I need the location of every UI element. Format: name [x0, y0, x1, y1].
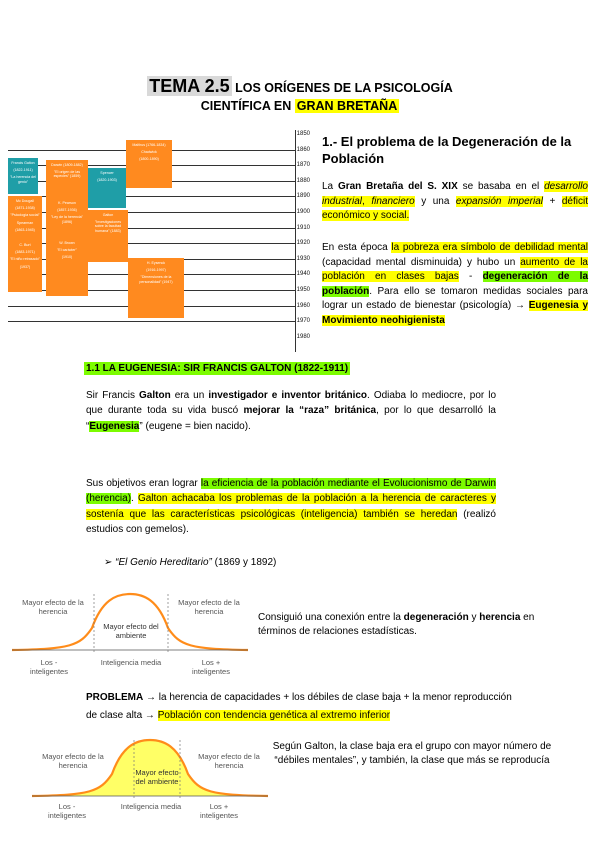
text-run: PROBLEMA: [86, 692, 144, 703]
arrow-bullet-icon: ➢: [104, 557, 116, 568]
text-run: degeneración de la población: [322, 271, 589, 297]
timeline-box-text: "Ley de la herencia" (1896): [51, 215, 83, 224]
paragraph-galton: [86, 388, 496, 434]
text-run: (1869 y 1892): [211, 557, 277, 568]
timeline-box-text: (1800-1890): [139, 157, 159, 162]
timeline-box: [46, 160, 88, 198]
timeline-box-text: "Psicología social": [10, 213, 40, 218]
paragraph-pobreza: [322, 241, 588, 329]
text-run: En esta época: [322, 242, 392, 253]
text-run: herencia: [479, 612, 521, 623]
label-high: Los + inteligentes: [192, 658, 230, 676]
bell-curve-figure-2: [30, 734, 270, 826]
text-run: la pobreza era símbolo de debilidad mental: [391, 242, 589, 253]
label-center: Mayor efecto del ambiente: [135, 768, 179, 786]
text-run: ” (eugene = bien nacido).: [139, 420, 251, 432]
text-run: Consiguió una conexión entre la: [258, 612, 404, 623]
timeline-box-text: "El origen de las especies" (1859): [53, 170, 81, 179]
text-run: aumento de la población en clases bajas: [322, 256, 588, 283]
text-run: se basaba en el: [457, 181, 545, 192]
timeline-box-text: Spearman: [16, 220, 34, 225]
timeline-figure: [8, 130, 310, 360]
label-mid: Inteligencia media: [120, 802, 182, 811]
text-run: → la herencia de capacidades + los débiles de clase baja + la menor reproducción de clase alta →: [86, 692, 512, 721]
label-high: Los + inteligentes: [200, 802, 238, 820]
timeline-box-text: "El niño retrasado": [10, 257, 40, 262]
bell-curve-figure-1: [10, 588, 250, 680]
timeline-box-text: Chadwick: [141, 150, 157, 155]
label-low: Los - inteligentes: [48, 802, 86, 820]
page-title: [0, 76, 600, 97]
text-run: “El Genio Hereditario”: [115, 557, 212, 568]
timeline-box-text: (1916-1997): [146, 268, 166, 273]
timeline-box: [128, 258, 184, 318]
text-run: Galton achacaba los problemas de la población a la herencia de caracteres y sostenía que las características psicológicas (inteligencia) también se heredan: [86, 493, 496, 520]
text-run: Sir Francis: [86, 390, 140, 401]
title-line1-rest: LOS ORÍGENES DE LA PSICOLOGÍA: [235, 81, 453, 95]
timeline-year-label: 1900: [296, 209, 310, 215]
timeline-box: [126, 140, 172, 188]
text-run: mejorar la “raza” británica: [243, 405, 377, 417]
text-run: y: [468, 612, 480, 623]
text-run: investigador e inventor británico: [208, 390, 368, 401]
text-run: (realizó estudios con gemelos).: [86, 508, 496, 535]
timeline-year-label: 1980: [296, 333, 310, 340]
timeline-year-label: 1930: [296, 255, 310, 262]
label-center: Mayor efecto del ambiente: [103, 622, 159, 640]
label-mid: Inteligencia media: [100, 658, 162, 667]
timeline-box: [46, 238, 88, 296]
timeline-box: [88, 210, 128, 262]
tema-label: TEMA 2.5: [149, 76, 230, 96]
timeline-box-text: (1857-1936): [57, 208, 77, 213]
timeline-year-label: 1940: [296, 271, 310, 278]
page-title-line2: [0, 99, 600, 113]
timeline-box: [8, 240, 42, 292]
timeline-box-text: K. Pearson: [58, 201, 76, 205]
timeline-box-text: (1937): [19, 264, 31, 269]
timeline-box-text: Malthus (1766-1834): [132, 143, 166, 147]
label-left-top: Mayor efecto de la herencia: [22, 598, 84, 616]
text-run: financiero: [371, 195, 415, 207]
paragraph-problema: [86, 689, 516, 725]
text-run: en términos de relaciones estadísticas.: [258, 612, 535, 637]
caption-conexion: [258, 611, 558, 639]
text-run: Gran Bretaña del S. XIX: [337, 181, 458, 192]
timeline-box: [8, 158, 38, 194]
timeline-gridline: [8, 321, 296, 322]
timeline-year-label: 1960: [296, 302, 310, 309]
timeline-box-text: (1820-1903): [97, 178, 117, 183]
bullet-genio-hereditario: [104, 557, 276, 568]
text-run: -: [458, 271, 483, 283]
text-run: Sus objetivos eran lograr: [86, 478, 201, 489]
title-line2-highlight: GRAN BRETAÑA: [296, 99, 398, 113]
timeline-box-text: (1863-1945): [15, 227, 35, 232]
text-run: , por lo que desarrolló la “: [86, 405, 496, 432]
timeline-year-label: 1950: [296, 287, 310, 293]
timeline-year-label: 1970: [296, 318, 310, 325]
text-run: desarrollo industrial: [322, 181, 588, 207]
text-run: +: [543, 195, 562, 207]
timeline-year-label: 1890: [296, 193, 310, 200]
text-run: la eficiencia de la población mediante el Evolucionismo de Darwin (herencia): [86, 478, 496, 505]
timeline-box-text: (1910): [61, 255, 73, 260]
timeline-box-text: W. Brown: [59, 241, 75, 245]
timeline-box-text: "El carácter": [57, 248, 77, 253]
text-run: . Para ello se tomaron medidas sociales para lograr un estado de bienestar (psicología) →: [322, 285, 588, 312]
timeline-box-text: Francis Galton: [11, 161, 35, 165]
timeline-box-text: Mc Dougall: [16, 199, 34, 203]
text-run: . Odiaba lo mediocre, por lo que durante toda su vida buscó: [86, 390, 497, 417]
paragraph-gran-bretana: [322, 180, 588, 224]
timeline-box-text: (1822-1911): [13, 168, 33, 173]
timeline-box-text: "Investigaciones sobre la facultad humana" (1883): [94, 220, 122, 233]
timeline-year-label: 1870: [296, 162, 310, 169]
timeline-box-text: Darwin (1809-1882): [51, 163, 83, 167]
text-run: Eugenesia y Movimiento neohigienista: [322, 300, 589, 326]
text-run: Eugenesia: [89, 420, 140, 432]
timeline-year-label: 1860: [296, 146, 310, 153]
timeline-box-text: "Dimensiones de la personalidad" (1947): [139, 275, 173, 284]
text-run: degeneración: [403, 612, 469, 623]
timeline-box: [46, 198, 88, 240]
paragraph-objetivos: [86, 476, 496, 537]
text-run: La: [322, 181, 338, 192]
timeline-box-text: Galton: [102, 213, 114, 217]
text-run: expansión imperial: [455, 195, 543, 207]
section-heading-eugenesia: 1.1 LA EUGENESIA: SIR FRANCIS GALTON (1822-1911): [86, 363, 349, 374]
text-run: .: [131, 493, 138, 505]
label-left-top: Mayor efecto de la herencia: [42, 752, 104, 770]
label-low: Los - inteligentes: [30, 658, 68, 676]
label-right-top: Mayor efecto de la herencia: [198, 752, 260, 770]
text-run: era un: [170, 390, 209, 401]
timeline-year-label: 1880: [296, 177, 310, 184]
timeline-year-label: 1920: [296, 240, 310, 247]
timeline-year-label: 1850: [296, 131, 310, 137]
text-run: Galton: [139, 390, 171, 401]
timeline-box-text: C. Burt: [19, 243, 31, 247]
timeline-box: [88, 168, 126, 208]
timeline-box-text: H. Eysenck: [146, 261, 166, 265]
text-run: Población con tendencia genética al extremo inferior: [157, 710, 391, 721]
section-heading-degeneration: 1.- El problema de la Degeneración de la Población: [322, 134, 572, 166]
title-line2-a: CIENTÍFICA EN: [200, 99, 292, 113]
label-right-top: Mayor efecto de la herencia: [178, 598, 240, 616]
timeline-year-label: 1910: [296, 224, 310, 231]
timeline-box-text: (1883-1971): [15, 250, 35, 255]
timeline-box-text: (1871-1938): [15, 206, 35, 211]
caption-clase-baja: Según Galton, la clase baja era el grupo con mayor número de “débiles mentales”, y también, la clase que más se reproducía: [272, 741, 552, 766]
text-run: y una: [414, 195, 456, 207]
text-run: déficit económico y social.: [322, 195, 588, 222]
text-run: ,: [362, 195, 372, 207]
timeline-box-text: Spencer: [100, 171, 114, 175]
text-run: (capacidad mental disminuida) y hubo un: [322, 256, 521, 268]
timeline-box-text: "La herencia del genio": [10, 175, 36, 184]
